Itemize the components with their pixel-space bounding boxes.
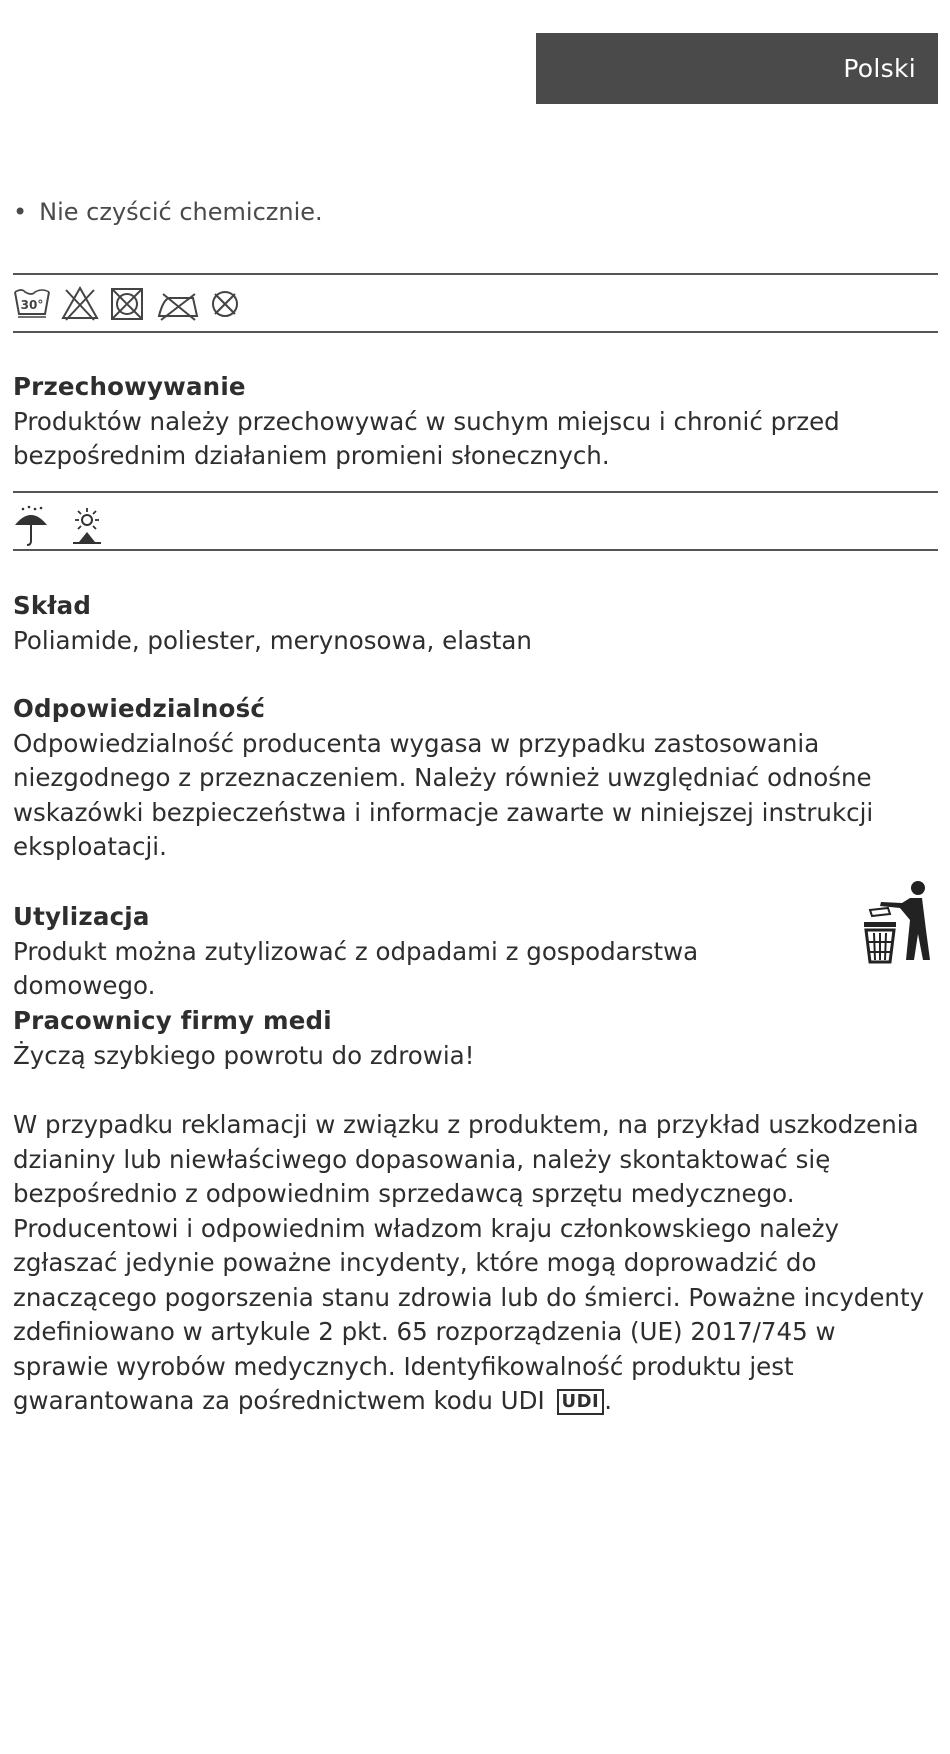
liability-text: Odpowiedzialność producenta wygasa w przypadku zastosowania niezgodnego z przeznaczeniem. Należy również uwzględniać odnośne wskazówki bezpieczeństwa i informacje zawarte w niniejszej instrukcji eksploatacji.	[13, 728, 874, 861]
bullet-dot: •	[13, 198, 28, 226]
waste-bin-person-icon	[860, 880, 930, 968]
storage-text: Produktów należy przechowywać w suchym miejscu i chronić przed bezpośrednim działaniem promieni słonecznych.	[13, 406, 840, 470]
composition-heading: Skład	[13, 591, 92, 620]
care-icons-row	[13, 285, 241, 323]
divider	[13, 331, 938, 333]
divider	[13, 273, 938, 275]
svg-text:30°: 30°	[20, 298, 44, 312]
complaints-section	[13, 1108, 938, 1419]
liability-section	[13, 692, 938, 865]
greeting-text: Życzą szybkiego powrotu do zdrowia!	[13, 1040, 475, 1070]
storage-heading: Przechowywanie	[13, 372, 246, 401]
divider	[13, 549, 938, 551]
composition-text: Poliamide, poliester, merynosowa, elastan	[13, 625, 532, 655]
language-label: Polski	[843, 54, 916, 83]
no-tumble-dry-icon	[109, 286, 145, 322]
complaints-text: W przypadku reklamacji w związku z produktem, na przykład uszkodzenia dzianiny lub niewłaściwego dopasowania, należy skontaktować się bezpośrednio z odpowiednim sprzedawcą sprzętu medycznego. Producentowi i odpowiednim władzom kraju członkowskiego należy zgłaszać jedynie poważne incydenty, które mogą doprowadzić do znaczącego pogorszenia stanu zdrowia lub do śmierci. Poważne incydenty zdefiniowano w artykule 2 pkt. 65 rozporządzenia (UE) 2017/745 w sprawie wyrobów medycznych. Identyfikowalność produktu jest gwarantowana za pośrednictwem kodu UDI	[13, 1110, 925, 1415]
no-ironing-icon	[155, 286, 201, 322]
no-dry-clean-icon	[209, 288, 241, 320]
care-bullet	[13, 198, 323, 226]
divider	[13, 491, 938, 493]
complaints-paragraph	[13, 1108, 938, 1419]
liability-heading: Odpowiedzialność	[13, 694, 266, 723]
wash-30-gentle-icon	[13, 286, 51, 322]
udi-badge: UDI	[557, 1389, 605, 1415]
keep-dry-umbrella-icon	[13, 505, 49, 547]
storage-section	[13, 370, 938, 474]
disposal-text: Produkt można zutylizować z odpadami z gospodarstwa domowego.	[13, 936, 699, 1000]
greeting-section	[13, 1004, 938, 1073]
complaints-end: .	[604, 1386, 613, 1415]
greeting-heading: Pracownicy firmy medi	[13, 1006, 332, 1035]
keep-away-from-sunlight-icon	[67, 506, 107, 546]
care-bullet-text: Nie czyścić chemicznie.	[39, 198, 323, 226]
composition-section	[13, 589, 938, 658]
disposal-section	[13, 900, 843, 1004]
storage-icons-row	[13, 505, 107, 547]
no-bleach-icon	[61, 285, 99, 323]
disposal-heading: Utylizacja	[13, 902, 150, 931]
language-tab[interactable]	[536, 33, 938, 104]
